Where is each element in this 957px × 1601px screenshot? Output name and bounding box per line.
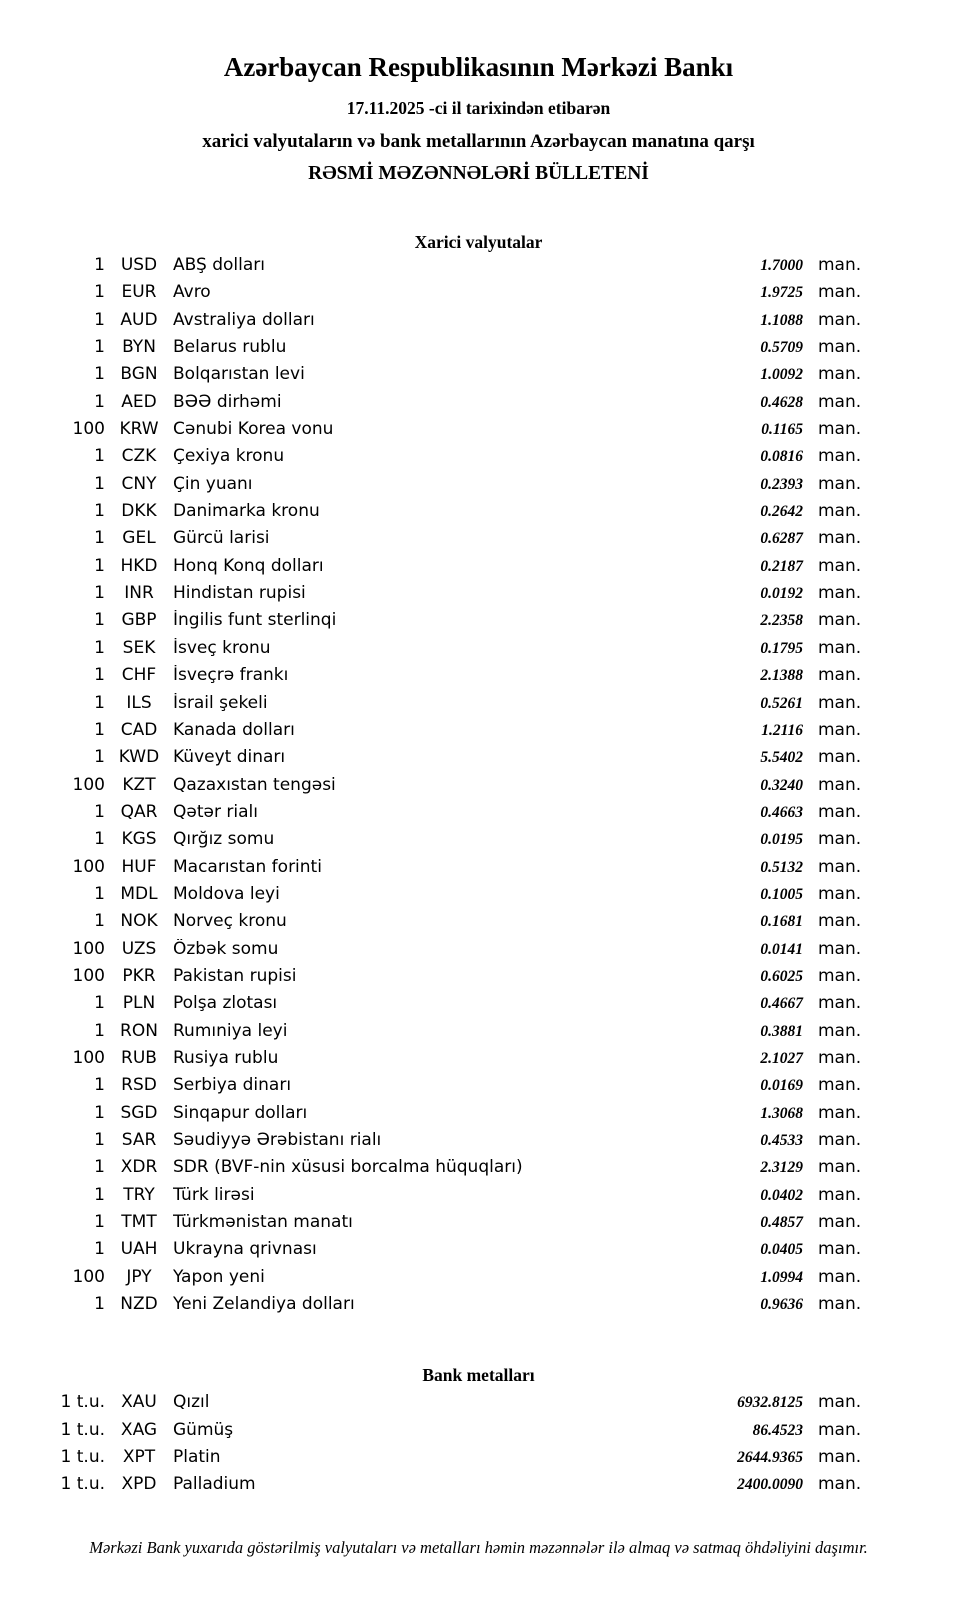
quantity: 1 bbox=[94, 528, 105, 549]
rate-row bbox=[55, 966, 866, 993]
quantity: 1 bbox=[94, 583, 105, 604]
rate-row bbox=[55, 1267, 866, 1294]
rate-value: 0.5132 bbox=[760, 858, 803, 876]
currency-code: HUF bbox=[121, 856, 157, 877]
rate-value: 0.1795 bbox=[760, 639, 803, 657]
rate-value: 0.1681 bbox=[760, 913, 803, 931]
rate-row bbox=[55, 310, 866, 337]
currency-code: JPY bbox=[126, 1266, 152, 1287]
currency-name: ABŞ dolları bbox=[173, 255, 265, 275]
rate-row bbox=[55, 610, 866, 637]
rate-row bbox=[55, 829, 866, 856]
currency-code: MDL bbox=[120, 883, 158, 904]
rate-value: 0.1005 bbox=[760, 885, 803, 903]
rate-value: 0.0195 bbox=[760, 831, 803, 849]
currency-name: Platin bbox=[173, 1447, 221, 1468]
currency-name: Çexiya kronu bbox=[173, 446, 285, 467]
currency-code: QAR bbox=[120, 801, 158, 822]
rate-row bbox=[55, 1185, 866, 1212]
rate-value: 0.4628 bbox=[760, 393, 803, 411]
currency-code: TRY bbox=[123, 1184, 155, 1205]
quantity: 1 t.u. bbox=[60, 1392, 105, 1413]
rate-value: 0.2187 bbox=[760, 557, 803, 575]
quantity: 1 bbox=[94, 501, 105, 522]
rate-row bbox=[55, 747, 866, 774]
quantity: 100 bbox=[72, 1047, 105, 1068]
quantity: 1 bbox=[94, 829, 105, 850]
rate-unit: man. bbox=[818, 1075, 862, 1096]
quantity: 100 bbox=[72, 774, 105, 795]
rate-row bbox=[55, 775, 866, 802]
rate-unit: man. bbox=[818, 965, 862, 986]
currency-name: Cənubi Korea vonu bbox=[173, 419, 334, 440]
currency-code: CZK bbox=[121, 446, 157, 467]
rate-unit: man. bbox=[818, 255, 862, 275]
rate-unit: man. bbox=[818, 774, 862, 795]
currency-name: Pakistan rupisi bbox=[173, 965, 297, 986]
rate-row bbox=[55, 911, 866, 938]
currency-code: AUD bbox=[120, 309, 158, 330]
currency-code: XAU bbox=[121, 1392, 157, 1413]
currency-name: Küveyt dinarı bbox=[173, 747, 286, 768]
currency-name: Rumıniya leyi bbox=[173, 1020, 288, 1041]
rate-row bbox=[55, 528, 866, 555]
rate-unit: man. bbox=[818, 528, 862, 549]
quantity: 1 bbox=[94, 1239, 105, 1260]
rate-value: 1.2116 bbox=[761, 721, 803, 739]
currency-code: CAD bbox=[120, 719, 158, 740]
effective-date-line: 17.11.2025 -ci il tarixindən etibarən bbox=[346, 98, 611, 118]
currency-name: Danimarka kronu bbox=[173, 501, 320, 522]
currency-code: INR bbox=[124, 583, 154, 604]
currency-code: SEK bbox=[122, 637, 156, 658]
rate-unit: man. bbox=[818, 555, 862, 576]
rate-row bbox=[55, 392, 866, 419]
currency-name: Bolqarıstan levi bbox=[173, 364, 305, 385]
rate-value: 2.3129 bbox=[760, 1159, 803, 1177]
footer-obligation-note: Mərkəzi Bank yuxarıda göstərilmiş valyutaları və metalları həmin məzənnələr ilə almaq və satmaq öhdəliyini daşımır. bbox=[89, 1537, 868, 1557]
currency-code: HKD bbox=[120, 555, 158, 576]
currency-name: Serbiya dinarı bbox=[173, 1075, 292, 1096]
currency-name: Hindistan rupisi bbox=[173, 583, 306, 604]
quantity: 1 bbox=[94, 1157, 105, 1178]
rate-value: 2400.0090 bbox=[737, 1476, 803, 1494]
currency-code: RON bbox=[120, 1020, 158, 1041]
currency-name: Rusiya rublu bbox=[173, 1047, 279, 1068]
quantity: 1 t.u. bbox=[60, 1447, 105, 1468]
rate-row bbox=[55, 693, 866, 720]
rate-row bbox=[55, 1239, 866, 1266]
rate-unit: man. bbox=[818, 719, 862, 740]
rate-value: 0.0141 bbox=[760, 940, 803, 958]
rate-unit: man. bbox=[818, 883, 862, 904]
currency-code: UZS bbox=[121, 938, 157, 959]
rate-row bbox=[55, 1474, 866, 1501]
rate-value: 0.9636 bbox=[760, 1296, 803, 1314]
rate-unit: man. bbox=[818, 1266, 862, 1287]
rate-unit: man. bbox=[818, 1419, 862, 1440]
rate-row bbox=[55, 993, 866, 1020]
quantity: 100 bbox=[72, 856, 105, 877]
currency-name: Səudiyyə Ərəbistanı rialı bbox=[173, 1130, 382, 1150]
rate-value: 0.4857 bbox=[760, 1214, 803, 1232]
quantity: 1 bbox=[94, 1130, 105, 1150]
rate-unit: man. bbox=[818, 1020, 862, 1041]
rate-row bbox=[55, 665, 866, 692]
rate-row bbox=[55, 1048, 866, 1075]
quantity: 1 bbox=[94, 719, 105, 740]
quantity: 100 bbox=[72, 419, 105, 440]
currency-code: PKR bbox=[122, 965, 156, 986]
rate-value: 0.5261 bbox=[760, 694, 803, 712]
quantity: 1 bbox=[94, 255, 105, 275]
rate-unit: man. bbox=[818, 1392, 862, 1413]
rate-row bbox=[55, 939, 866, 966]
currency-name: Moldova leyi bbox=[173, 883, 280, 904]
quantity: 100 bbox=[72, 1266, 105, 1287]
rate-value: 1.1088 bbox=[760, 311, 803, 329]
currencies-section-title: Xarici valyutalar bbox=[414, 232, 543, 252]
quantity: 1 bbox=[94, 337, 105, 358]
currency-code: BYN bbox=[122, 337, 156, 358]
currency-name: Gürcü larisi bbox=[173, 528, 270, 549]
rate-value: 0.4533 bbox=[760, 1132, 803, 1149]
metal-rate-table bbox=[55, 1392, 866, 1501]
currency-name: İsveçrə frankı bbox=[173, 665, 289, 686]
rate-value: 0.2642 bbox=[760, 503, 803, 521]
currency-code: NZD bbox=[120, 1294, 158, 1315]
currency-name: Qırğız somu bbox=[173, 829, 275, 850]
currency-code: XDR bbox=[120, 1157, 158, 1178]
rate-unit: man. bbox=[818, 391, 862, 412]
rate-row bbox=[55, 474, 866, 501]
rate-row bbox=[55, 1130, 866, 1157]
quantity: 1 bbox=[94, 993, 105, 1014]
rate-unit: man. bbox=[818, 911, 862, 932]
rate-value: 0.0192 bbox=[760, 585, 803, 603]
currency-name: Avstraliya dolları bbox=[173, 309, 315, 330]
currency-name: Özbək somu bbox=[173, 938, 279, 959]
rate-unit: man. bbox=[818, 747, 862, 768]
currency-name: SDR (BVF-nin xüsusi borcalma hüquqları) bbox=[173, 1157, 523, 1178]
bank-title: Azərbaycan Respublikasının Mərkəzi Bankı bbox=[223, 52, 734, 82]
quantity: 1 bbox=[94, 610, 105, 631]
rate-value: 0.3881 bbox=[760, 1022, 803, 1040]
rate-value: 2.1027 bbox=[760, 1049, 803, 1067]
currency-name: Kanada dolları bbox=[173, 719, 295, 740]
quantity: 100 bbox=[72, 965, 105, 986]
rate-value: 86.4523 bbox=[752, 1421, 803, 1439]
rate-unit: man. bbox=[818, 692, 862, 713]
rate-unit: man. bbox=[818, 938, 862, 959]
rate-row bbox=[55, 583, 866, 610]
quantity: 1 t.u. bbox=[60, 1419, 105, 1440]
rate-row bbox=[55, 446, 866, 473]
quantity: 1 bbox=[94, 747, 105, 768]
currency-name: Belarus rublu bbox=[173, 337, 287, 358]
rate-row bbox=[55, 337, 866, 364]
rate-unit: man. bbox=[818, 364, 862, 385]
rate-row bbox=[55, 884, 866, 911]
rate-value: 0.0816 bbox=[760, 448, 803, 466]
rate-unit: man. bbox=[818, 665, 862, 686]
rate-unit: man. bbox=[818, 637, 862, 658]
currency-name: Ukrayna qrivnası bbox=[173, 1239, 317, 1260]
currency-name: Honq Konq dolları bbox=[173, 555, 324, 576]
rate-row bbox=[55, 857, 866, 884]
quantity: 1 bbox=[94, 282, 105, 303]
currency-code: SGD bbox=[120, 1102, 158, 1123]
quantity: 1 bbox=[94, 911, 105, 932]
rate-row bbox=[55, 802, 866, 829]
rate-row bbox=[55, 1212, 866, 1239]
currency-code: TMT bbox=[121, 1212, 157, 1233]
rate-value: 0.0402 bbox=[760, 1186, 803, 1204]
rate-value: 5.5402 bbox=[760, 749, 803, 767]
rate-row bbox=[55, 1075, 866, 1102]
rate-unit: man. bbox=[818, 337, 862, 358]
rate-value: 0.6287 bbox=[760, 530, 803, 548]
rate-value: 0.4663 bbox=[760, 803, 803, 821]
rate-unit: man. bbox=[818, 801, 862, 822]
quantity: 100 bbox=[72, 938, 105, 959]
rate-unit: man. bbox=[818, 473, 862, 494]
bulletin-title: RƏSMİ MƏZƏNNƏLƏRİ BÜLLETENİ bbox=[308, 163, 649, 184]
currency-code: GEL bbox=[122, 528, 156, 549]
currency-code: CHF bbox=[121, 665, 157, 686]
quantity: 1 t.u. bbox=[60, 1474, 105, 1495]
rate-row bbox=[55, 255, 866, 282]
currency-name: Türk lirəsi bbox=[173, 1184, 255, 1205]
rate-row bbox=[55, 1447, 866, 1474]
currency-code: XPT bbox=[122, 1447, 156, 1468]
rate-row bbox=[55, 1392, 866, 1419]
currency-code: EUR bbox=[121, 282, 157, 303]
rate-row bbox=[55, 1294, 866, 1321]
rate-value: 1.0092 bbox=[760, 366, 803, 384]
rate-unit: man. bbox=[818, 1184, 862, 1205]
currency-code: CNY bbox=[121, 473, 157, 494]
currency-name: BƏƏ dirhəmi bbox=[173, 391, 282, 412]
rate-row bbox=[55, 1021, 866, 1048]
quantity: 1 bbox=[94, 309, 105, 330]
rate-value: 0.0169 bbox=[760, 1077, 803, 1095]
rate-row bbox=[55, 556, 866, 583]
rate-value: 1.9725 bbox=[760, 284, 803, 302]
rate-row bbox=[55, 1103, 866, 1130]
currency-code: XPD bbox=[121, 1474, 157, 1495]
quantity: 1 bbox=[94, 692, 105, 713]
rate-unit: man. bbox=[818, 583, 862, 604]
quantity: 1 bbox=[94, 1102, 105, 1123]
currency-code: USD bbox=[120, 255, 158, 275]
rate-value: 0.3240 bbox=[760, 776, 803, 794]
currency-code: NOK bbox=[120, 911, 158, 932]
rate-value: 0.5709 bbox=[760, 339, 803, 357]
currency-name: Türkmənistan manatı bbox=[173, 1212, 353, 1233]
currency-name: Polşa zlotası bbox=[173, 993, 278, 1014]
rate-value: 0.6025 bbox=[760, 967, 803, 985]
currency-name: Macarıstan forinti bbox=[173, 856, 322, 877]
currency-code: ILS bbox=[126, 692, 152, 713]
currency-code: AED bbox=[121, 391, 157, 412]
currency-name: İsrail şekeli bbox=[173, 692, 268, 713]
rate-row bbox=[55, 1157, 866, 1184]
rate-value: 1.7000 bbox=[760, 257, 803, 274]
currency-code: RUB bbox=[121, 1047, 157, 1068]
rate-unit: man. bbox=[818, 1157, 862, 1178]
rate-value: 0.4667 bbox=[760, 995, 803, 1013]
currency-name: İsveç kronu bbox=[173, 637, 271, 658]
quantity: 1 bbox=[94, 1294, 105, 1315]
rate-unit: man. bbox=[818, 829, 862, 850]
rate-unit: man. bbox=[818, 446, 862, 467]
rate-value: 2.2358 bbox=[760, 612, 803, 630]
currency-name: Norveç kronu bbox=[173, 911, 287, 932]
rate-row bbox=[55, 364, 866, 391]
rate-unit: man. bbox=[818, 1102, 862, 1123]
currency-rate-table bbox=[55, 255, 866, 1321]
rate-row bbox=[55, 419, 866, 446]
rate-unit: man. bbox=[818, 282, 862, 303]
bulletin-subtitle: xarici valyutaların və bank metallarının Azərbaycan manatına qarşı bbox=[202, 131, 755, 152]
currency-name: Palladium bbox=[173, 1474, 256, 1495]
rate-unit: man. bbox=[818, 1212, 862, 1233]
quantity: 1 bbox=[94, 1184, 105, 1205]
currency-name: İngilis funt sterlinqi bbox=[173, 610, 337, 631]
quantity: 1 bbox=[94, 364, 105, 385]
rate-value: 2.1388 bbox=[760, 667, 803, 685]
rate-value: 0.1165 bbox=[761, 421, 803, 439]
currency-name: Qazaxıstan tengəsi bbox=[173, 774, 336, 795]
rate-value: 6932.8125 bbox=[737, 1394, 803, 1412]
rate-value: 2644.9365 bbox=[737, 1449, 803, 1467]
currency-name: Yeni Zelandiya dolları bbox=[173, 1294, 355, 1315]
rate-unit: man. bbox=[818, 1130, 862, 1150]
rate-value: 1.3068 bbox=[760, 1104, 803, 1122]
metals-section-title: Bank metalları bbox=[422, 1365, 535, 1386]
quantity: 1 bbox=[94, 1075, 105, 1096]
quantity: 1 bbox=[94, 446, 105, 467]
currency-code: KZT bbox=[122, 774, 156, 795]
rate-unit: man. bbox=[818, 501, 862, 522]
currency-name: Çin yuanı bbox=[173, 473, 253, 494]
currency-code: KRW bbox=[119, 419, 159, 440]
rate-row bbox=[55, 501, 866, 528]
currency-name: Qətər rialı bbox=[173, 801, 258, 822]
rate-unit: man. bbox=[818, 309, 862, 330]
currency-code: KGS bbox=[121, 829, 157, 850]
rate-row bbox=[55, 282, 866, 309]
currency-code: SAR bbox=[121, 1130, 157, 1150]
rate-unit: man. bbox=[818, 419, 862, 440]
currency-code: BGN bbox=[120, 364, 158, 385]
quantity: 1 bbox=[94, 801, 105, 822]
currency-code: RSD bbox=[121, 1075, 157, 1096]
currency-name: Avro bbox=[173, 282, 211, 303]
currency-name: Sinqapur dolları bbox=[173, 1102, 308, 1123]
currency-code: PLN bbox=[122, 993, 156, 1014]
currency-code: XAG bbox=[120, 1419, 158, 1440]
rate-row bbox=[55, 1420, 866, 1447]
quantity: 1 bbox=[94, 555, 105, 576]
rate-unit: man. bbox=[818, 1474, 862, 1495]
quantity: 1 bbox=[94, 391, 105, 412]
rate-row bbox=[55, 720, 866, 747]
rate-row bbox=[55, 638, 866, 665]
rate-unit: man. bbox=[818, 1447, 862, 1468]
currency-code: UAH bbox=[120, 1239, 158, 1260]
rate-unit: man. bbox=[818, 993, 862, 1014]
quantity: 1 bbox=[94, 883, 105, 904]
currency-code: DKK bbox=[121, 501, 157, 522]
rate-value: 1.0994 bbox=[760, 1268, 803, 1286]
quantity: 1 bbox=[94, 665, 105, 686]
document-header bbox=[0, 0, 957, 185]
rate-value: 0.2393 bbox=[760, 475, 803, 493]
currency-code: GBP bbox=[121, 610, 157, 631]
quantity: 1 bbox=[94, 1020, 105, 1041]
rate-unit: man. bbox=[818, 1047, 862, 1068]
quantity: 1 bbox=[94, 473, 105, 494]
quantity: 1 bbox=[94, 1212, 105, 1233]
currency-name: Yapon yeni bbox=[173, 1266, 265, 1287]
currency-name: Gümüş bbox=[173, 1419, 234, 1440]
rate-value: 0.0405 bbox=[760, 1241, 803, 1259]
rate-unit: man. bbox=[818, 1294, 862, 1315]
rate-unit: man. bbox=[818, 1239, 862, 1260]
rate-unit: man. bbox=[818, 856, 862, 877]
quantity: 1 bbox=[94, 637, 105, 658]
currency-code: KWD bbox=[118, 747, 160, 768]
rate-unit: man. bbox=[818, 610, 862, 631]
currency-name: Qızıl bbox=[173, 1392, 210, 1413]
